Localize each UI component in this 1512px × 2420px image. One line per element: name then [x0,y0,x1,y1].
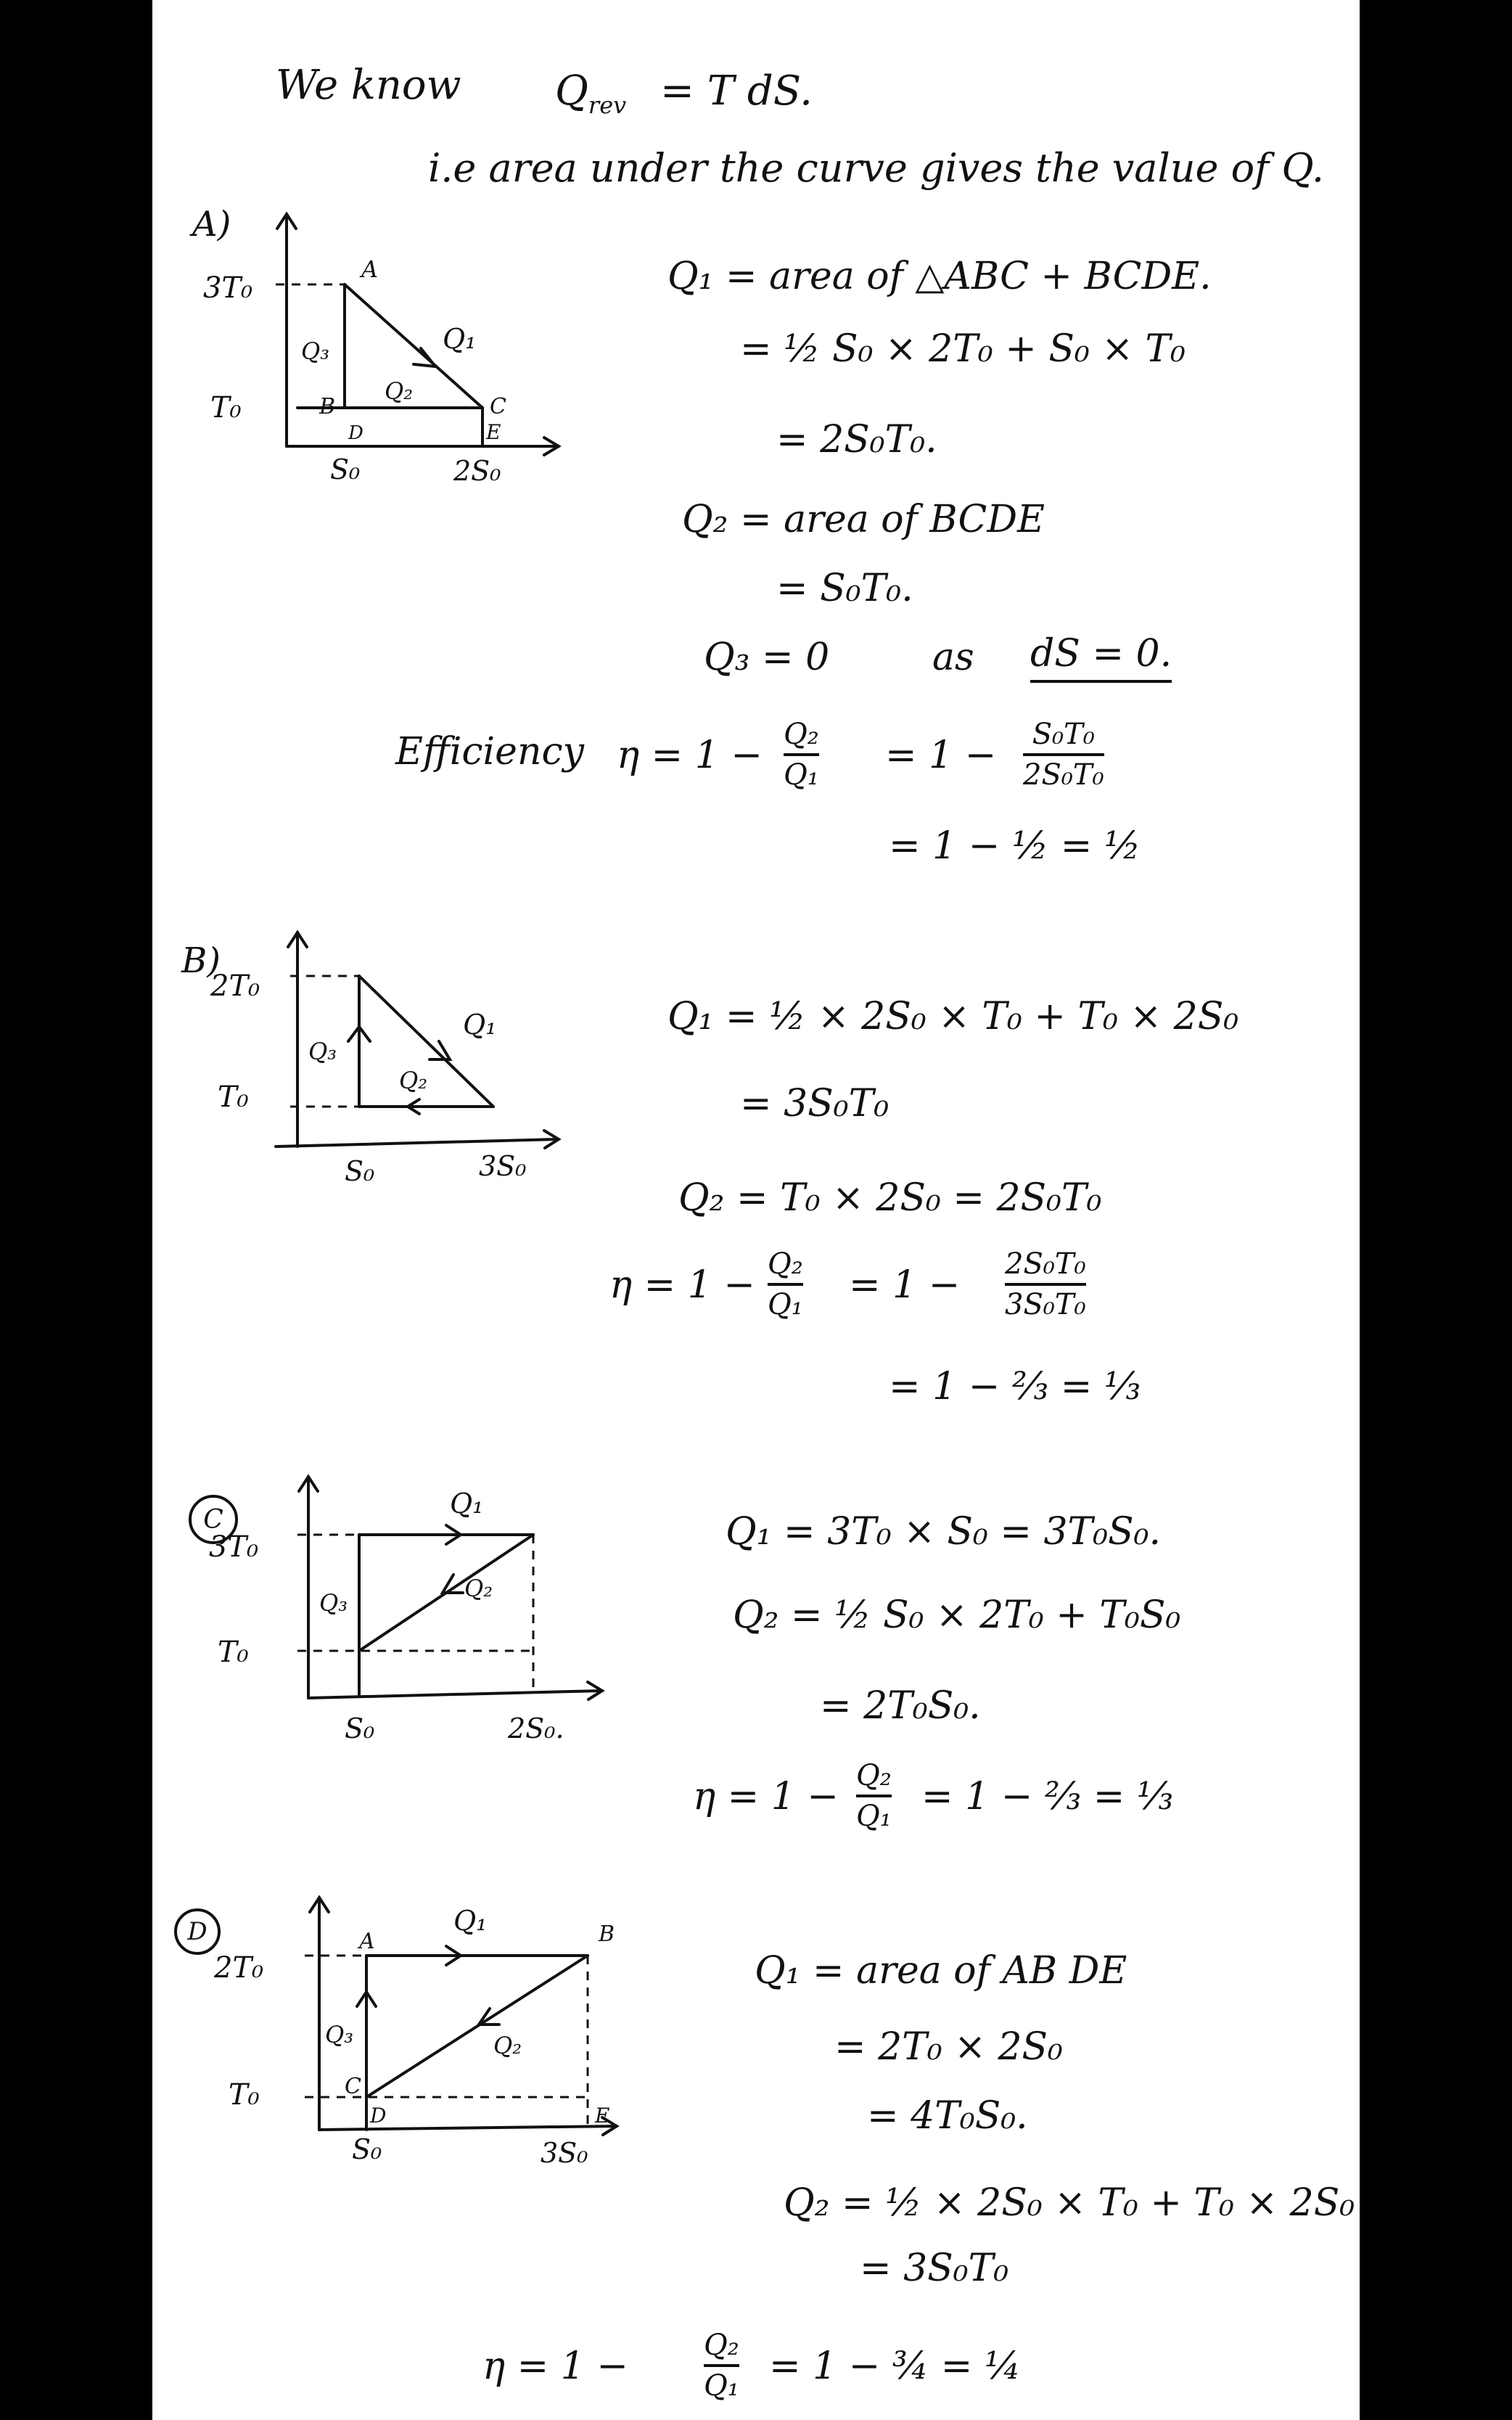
a-fraction-s0t0 [1023,718,1104,792]
d-point-C: C [345,2074,361,2099]
a-efficiency-result: = 1 − ½ = ½ [889,824,1141,868]
c-fraction-q2-q1 [856,1761,892,1831]
part-d-ts-diagram [196,1879,747,2184]
b-eta-mid: = 1 − [849,1263,961,1307]
d-xtick-S0: S₀ [352,2133,382,2165]
a-frac2-bar [1023,753,1104,756]
d-q1-line1: Q₁ = area of AB DE [755,1949,1127,1993]
d-eta-tail: = 1 − ¾ = ¼ [769,2345,1022,2388]
b-q1-line1: Q₁ = ½ × 2S₀ × T₀ + T₀ × 2S₀ [667,995,1239,1038]
a-label-Q3: Q₃ [301,337,330,365]
a-label-Q2: Q₂ [385,377,414,405]
a-q2-line2: = S₀T₀. [776,567,913,610]
a-efficiency-eq: η = 1 − [617,734,763,777]
part-a-ts-diagram [196,196,718,501]
d-eta-eq: η = 1 − [482,2345,628,2388]
a-q2-line1: Q₂ = area of BCDE [682,498,1045,541]
c-frac1-den: Q₁ [856,1800,892,1833]
a-ytick-3T0: 3T₀ [203,271,253,305]
b-xtick-3S0: 3S₀ [479,1150,527,1182]
part-b-ts-diagram [196,914,718,1205]
b-frac1-den: Q₁ [768,1288,803,1321]
a-frac2-num: S₀T₀ [1032,718,1095,751]
c-ytick-T0: T₀ [218,1636,249,1669]
a-xtick-S0: S₀ [330,454,361,485]
d-frac1-bar [704,2364,739,2367]
d-label-Q2: Q₂ [493,2032,522,2059]
a-point-D: D [348,422,363,444]
a-point-A: A [361,255,379,283]
b-label-Q1: Q₁ [463,1009,497,1041]
d-point-D: D [370,2104,387,2128]
c-frac1-num: Q₂ [856,1759,892,1792]
d-frac1-num: Q₂ [704,2329,739,2362]
d-label-Q1: Q₁ [453,1905,488,1937]
a-xtick-2S0: 2S₀ [453,455,501,487]
a-frac1-num: Q₂ [784,718,819,751]
c-label-Q3: Q₃ [319,1589,348,1617]
d-ytick-2T0: 2T₀ [214,1951,264,1985]
a-frac1-den: Q₁ [784,758,819,792]
c-q1-line: Q₁ = 3T₀ × S₀ = 3T₀S₀. [726,1510,1162,1554]
c-xtick-S0: S₀ [345,1713,375,1744]
a-frac1-bar [784,753,819,756]
d-frac1-den: Q₁ [704,2369,739,2403]
c-eta-tail: = 1 − ⅔ = ⅓ [921,1775,1174,1818]
intro-area-statement: i.e area under the curve gives the value of Q. [428,145,1325,191]
d-q2-line1: Q₂ = ½ × 2S₀ × T₀ + T₀ × 2S₀ [784,2181,1355,2225]
b-frac1-bar [768,1283,803,1286]
c-entropy-axis [308,1691,602,1698]
d-xtick-3S0: 3S₀ [541,2137,588,2169]
part-a-label: A) [192,204,231,245]
d-q1-line2: = 2T₀ × 2S₀ [834,2025,1063,2069]
c-ytick-3T0: 3T₀ [209,1530,259,1564]
b-eta-eq: η = 1 − [609,1263,755,1307]
c-xtick-2S0: 2S₀. [508,1713,564,1744]
b-q1-line2: = 3S₀T₀ [740,1082,889,1125]
a-q1-line2: = ½ S₀ × 2T₀ + S₀ × T₀ [740,327,1186,371]
d-fraction-q2-q1 [704,2329,739,2403]
a-label-Q1: Q₁ [443,323,477,355]
a-point-B: B [319,394,336,419]
intro-tds: = T dS. [660,67,813,115]
d-point-E: E [595,2104,610,2128]
d-point-B: B [599,1921,615,1947]
a-ytick-T0: T₀ [210,391,242,424]
b-frac2-den: 3S₀T₀ [1005,1288,1086,1321]
a-q3-line: Q₃ = 0 [704,636,830,679]
d-q2-line2: = 3S₀T₀ [860,2247,1009,2290]
intro-we-know: We know [276,62,461,109]
c-q2-line1: Q₂ = ½ S₀ × 2T₀ + T₀S₀ [733,1593,1181,1637]
b-ytick-T0: T₀ [218,1080,249,1114]
d-entropy-axis [319,2126,617,2130]
a-fraction-q2-q1 [784,718,819,792]
a-frac2-den: 2S₀T₀ [1023,758,1104,792]
b-ytick-2T0: 2T₀ [210,969,260,1003]
b-fraction-2s0t0 [1005,1247,1086,1321]
b-label-Q2: Q₂ [399,1067,428,1094]
a-efficiency-label: Efficiency [395,730,584,774]
c-label-Q2: Q₂ [464,1575,493,1602]
b-frac2-bar [1005,1283,1086,1286]
d-line-BC [366,1956,588,2097]
part-c-letter: C [203,1504,223,1535]
b-frac1-num: Q₂ [768,1247,803,1281]
c-q2-line2: = 2T₀S₀. [820,1684,981,1728]
a-point-E: E [486,420,501,444]
handwritten-solution-page [152,0,1360,2420]
a-point-C: C [490,394,506,419]
part-d-letter: D [187,1917,208,1946]
intro-q-rev [555,67,627,120]
b-entropy-axis [276,1139,559,1147]
d-arrow-q2 [479,2009,499,2025]
b-fraction-q2-q1 [768,1247,803,1321]
intro-q: Q [555,67,588,115]
b-xtick-S0: S₀ [345,1155,375,1187]
d-label-Q3: Q₃ [325,2021,354,2048]
part-b-label: B) [181,940,221,981]
a-q3-reason: dS = 0. [1030,635,1172,683]
part-c-ts-diagram [196,1459,747,1763]
a-q1-line3: = 2S₀T₀. [776,418,937,462]
d-q1-line3: = 4T₀S₀. [867,2094,1028,2138]
c-eta-eq: η = 1 − [693,1775,839,1818]
c-frac1-bar [856,1795,892,1797]
c-label-Q1: Q₁ [450,1488,484,1519]
a-q3-as: as [932,636,974,679]
b-eta-result: = 1 − ⅔ = ⅓ [889,1365,1141,1408]
b-label-Q3: Q₃ [308,1038,337,1065]
a-efficiency-mid: = 1 − [885,734,997,777]
d-ytick-T0: T₀ [229,2078,260,2112]
b-frac2-num: 2S₀T₀ [1005,1247,1086,1281]
b-arrow-q1 [430,1041,450,1059]
intro-rev-subscript: rev [588,91,627,120]
d-point-A: A [359,1929,375,1954]
b-q2-line: Q₂ = T₀ × 2S₀ = 2S₀T₀ [678,1176,1102,1220]
a-q1-line1: Q₁ = area of △ABC + BCDE. [667,255,1212,298]
